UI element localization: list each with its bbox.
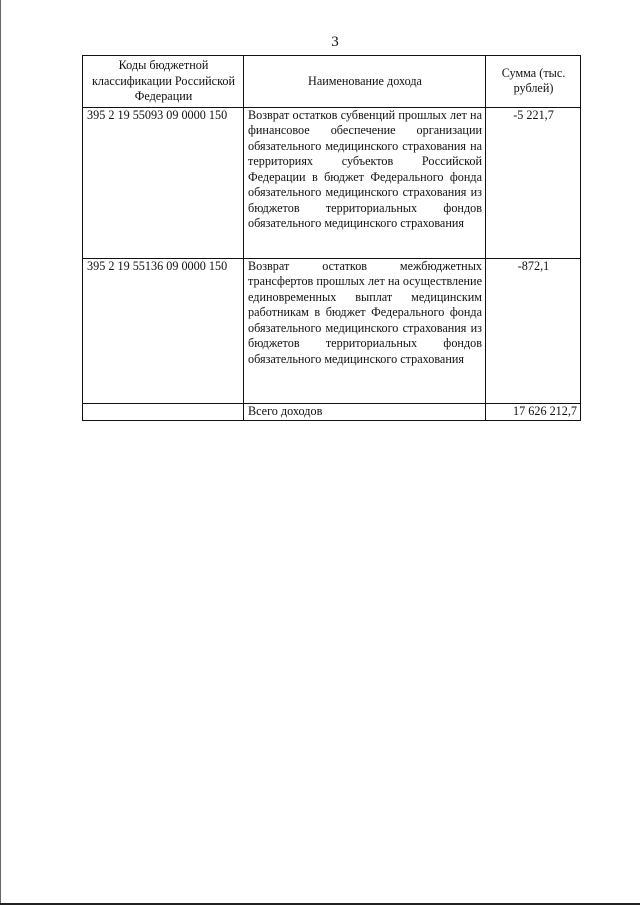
total-label: Всего доходов [244, 403, 486, 420]
name-cell: Возврат остатков межбюджетных трансфертов прошлых лет на осуществление единовременных выплат медицинским работникам в бюджет Федерального фонда обязательного медицинского страхования из бюджетов территориальных фондов обязательного медицинского страхования [244, 258, 486, 403]
scan-left-edge [0, 0, 1, 905]
total-code-cell [83, 403, 244, 420]
code-cell: 395 2 19 55136 09 0000 150 [83, 258, 244, 403]
table-header-row [83, 56, 581, 108]
total-row [83, 403, 581, 420]
total-sum: 17 626 212,7 [486, 403, 581, 420]
header-code: Коды бюджетной классификации Российской Федерации [83, 56, 244, 108]
name-cell: Возврат остатков субвенций прошлых лет на финансовое обеспечение организации обязательного медицинского страхования на территориях субъектов Российской Федерации в бюджет Федерального фонда обязательного медицинского страхования из бюджетов территориальных фондов обязательного медицинского страхования [244, 107, 486, 258]
budget-revenue-table [82, 55, 581, 421]
table-row [83, 258, 581, 403]
sum-cell: -872,1 [486, 258, 581, 403]
table-row [83, 107, 581, 258]
page-number: 3 [331, 34, 339, 50]
sum-cell: -5 221,7 [486, 107, 581, 258]
header-name: Наименование дохода [244, 56, 486, 108]
code-cell: 395 2 19 55093 09 0000 150 [83, 107, 244, 258]
header-sum: Сумма (тыс. рублей) [486, 56, 581, 108]
